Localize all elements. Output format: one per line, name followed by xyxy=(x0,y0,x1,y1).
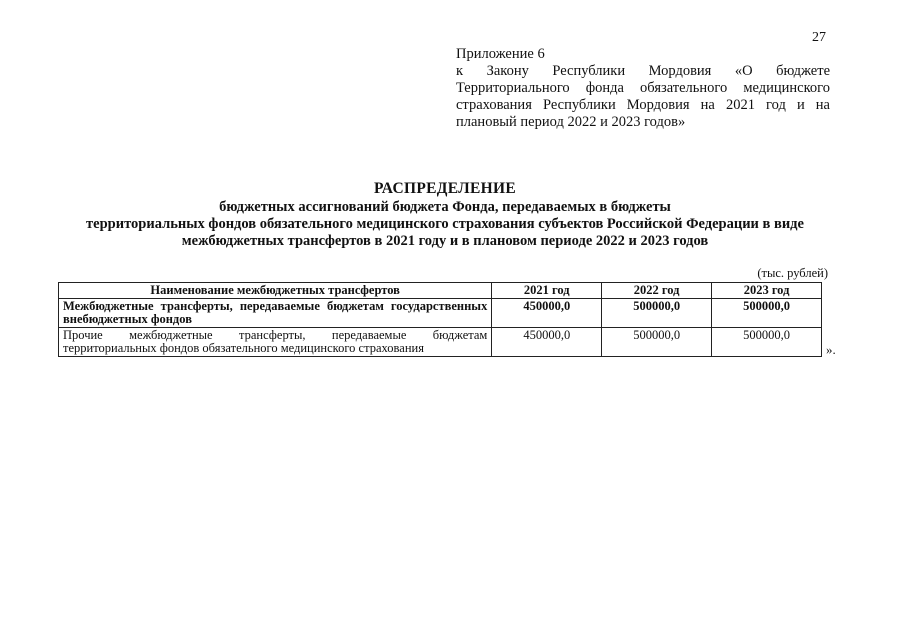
appendix-line: страхования Республики Мордовия на 2021 год и на xyxy=(456,97,830,113)
appendix-title: Приложение 6 xyxy=(456,46,545,62)
header-2022: 2022 год xyxy=(602,283,712,299)
document-heading xyxy=(30,180,860,250)
page-number: 27 xyxy=(812,30,826,45)
table-header-row xyxy=(59,283,822,299)
appendix-line: Территориального фонда обязательного медицинского xyxy=(456,80,830,96)
appendix-line: плановый период 2022 и 2023 годов» xyxy=(456,114,686,130)
row-name: Прочие межбюджетные трансферты, передаваемые бюджетам территориальных фондов обязательного медицинского страхования xyxy=(59,328,492,357)
appendix-line: к Закону Республики Мордовия «О бюджете xyxy=(456,63,830,79)
heading-title: РАСПРЕДЕЛЕНИЕ xyxy=(374,180,516,197)
row-value-2023: 500000,0 xyxy=(712,299,822,328)
table-row xyxy=(59,328,822,357)
table-row xyxy=(59,299,822,328)
transfers-table xyxy=(58,282,822,357)
heading-line: бюджетных ассигнований бюджета Фонда, передаваемых в бюджеты xyxy=(219,199,671,215)
row-value-2021: 450000,0 xyxy=(492,299,602,328)
row-value-2022: 500000,0 xyxy=(602,299,712,328)
header-2021: 2021 год xyxy=(492,283,602,299)
closing-quote-mark: ». xyxy=(826,342,836,357)
heading-line: территориальных фондов обязательного медицинского страхования субъектов Российской Федерации в виде xyxy=(86,216,804,232)
row-value-2021: 450000,0 xyxy=(492,328,602,357)
units-label: (тыс. рублей) xyxy=(757,266,828,280)
row-value-2023: 500000,0 xyxy=(712,328,822,357)
row-value-2022: 500000,0 xyxy=(602,328,712,357)
header-2023: 2023 год xyxy=(712,283,822,299)
heading-line: межбюджетных трансфертов в 2021 году и в плановом периоде 2022 и 2023 годов xyxy=(181,233,709,249)
appendix-reference xyxy=(456,46,830,131)
header-name: Наименование межбюджетных трансфертов xyxy=(59,283,492,299)
row-name: Межбюджетные трансферты, передаваемые бюджетам государственных внебюджетных фондов xyxy=(59,299,492,328)
